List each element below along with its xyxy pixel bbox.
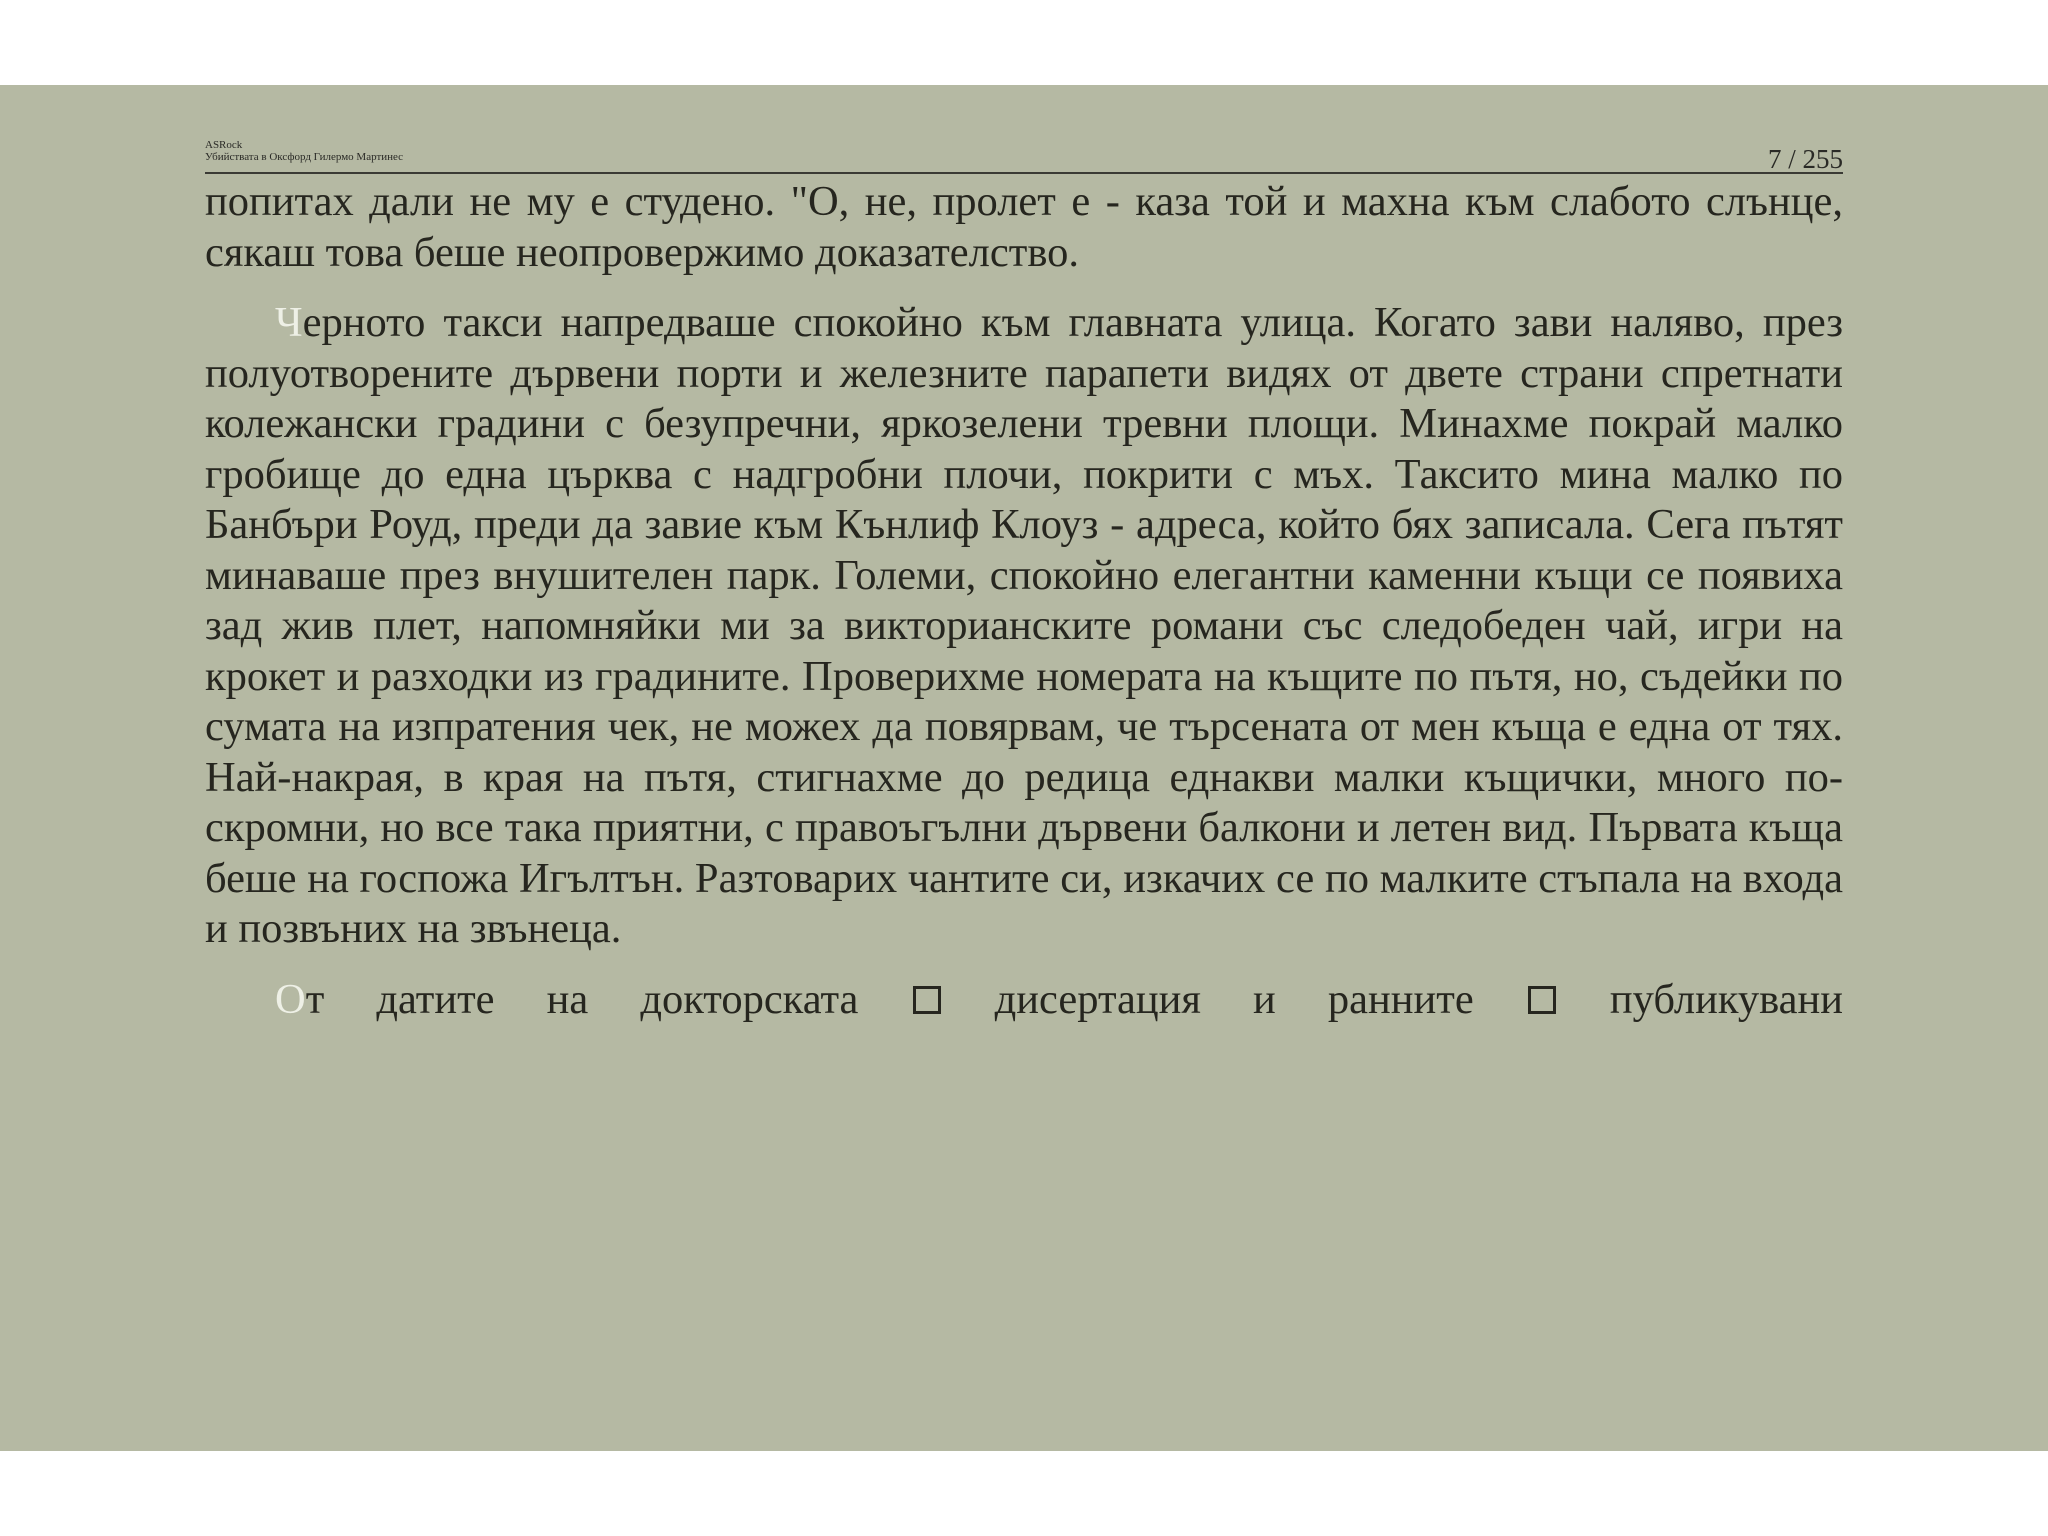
page-body (205, 177, 1843, 1025)
paragraph (205, 298, 1843, 955)
paragraph: попитах дали не му е студено. "О, не, пролет е - каза той и махна към слабото слънце, сякаш това беше неопровержимо доказателство. (205, 178, 1843, 276)
paragraph-text: т датите на докторската (305, 975, 859, 1023)
publisher-label: ASRock (205, 139, 243, 151)
page-indicator: 7 / 255 (1767, 144, 1843, 174)
header-meta (205, 139, 403, 163)
paragraph (205, 975, 1843, 1026)
drop-cap: О (275, 975, 306, 1023)
missing-glyph-box-icon (913, 986, 941, 1014)
book-title: Убийствата в Оксфорд Гилермо Мартинес (205, 151, 404, 163)
page-header (205, 137, 1843, 174)
drop-cap: Ч (275, 299, 303, 346)
paragraph-text: публикувани (1609, 975, 1844, 1023)
paragraph-text: дисертация и ранните (994, 975, 1474, 1023)
missing-glyph-box-icon (1528, 986, 1556, 1014)
paragraph-text: ерното такси напредваше спокойно към главната улица. Когато зави наляво, през полуотворените дървени порти и железните парапети видях от двете страни спретнати колежански градини с безупречни, яркозелени тревни площи. Минахме покрай малко гробище до една църква с надгробни плочи, покрити с мъх. Таксито мина малко по Банбъри Роуд, преди да завие към Кънлиф Клоуз - адреса, който бях записала. Сега пътят минаваше през внушителен парк. Големи, спокойно елегантни каменни къщи се появиха зад жив плет, напомняйки ми за викторианските романи със следобеден чай, игри на крокет и разходки из градините. Проверихме номерата на къщите по пътя, но, съдейки по сумата на изпратения чек, не можех да повярвам, че търсената от мен къща е една от тях. Най-накрая, в края на пътя, стигнахме до редица еднакви малки къщички, много по-скромни, но все така приятни, с правоъгълни дървени балкони и летен вид. Първата къща беше на госпожа Игълтън. Разтоварих чантите си, изкачих се по малките стъпала на входа и позвъних на звънеца. (205, 299, 1843, 952)
